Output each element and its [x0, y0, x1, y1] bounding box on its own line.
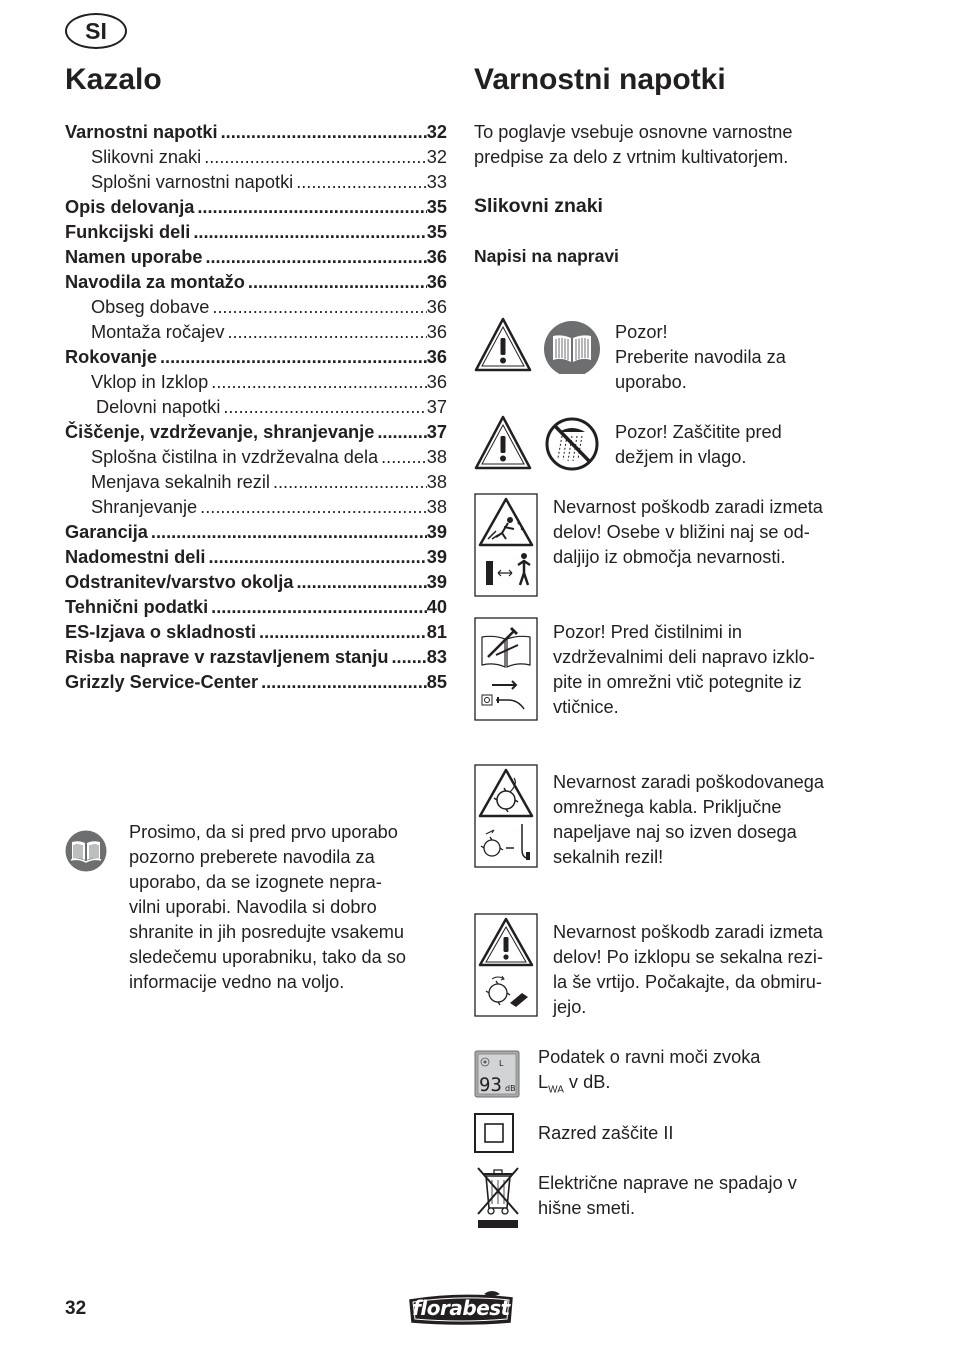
- toc-leader-dots: [258, 670, 427, 695]
- symbol-text-line: Pozor! Pred čistilnimi in: [553, 622, 743, 642]
- table-of-contents: [65, 120, 447, 695]
- toc-entry-title: Obseg dobave: [91, 297, 210, 317]
- toc-entry-title: Odstranitev/varstvo okolja: [65, 572, 294, 592]
- toc-entry-title: Navodila za montažo: [65, 272, 245, 292]
- toc-entry-title: Nadomestni deli: [65, 547, 206, 567]
- symbol-text-6: [553, 920, 823, 1020]
- note-line: sledečemu uporabniku, tako da so: [129, 947, 407, 967]
- symbol-text-line: dežjem in vlago.: [615, 447, 747, 467]
- sound-level-value: 93: [479, 1074, 502, 1096]
- toc-leader-dots: [208, 370, 426, 395]
- toc-entry-page: 36: [426, 297, 447, 317]
- symbol-text-line: napeljave naj so izven dosega: [553, 822, 797, 842]
- intro-line: To poglavje vsebuje osnovne varnostne: [474, 122, 793, 142]
- toc-entry: [65, 645, 447, 670]
- symbol-text-5: [553, 770, 824, 870]
- note-line: shranite in jih posredujte vsakemu: [129, 922, 404, 942]
- symbol-text-line: Nevarnost zaradi poškodovanega: [553, 772, 824, 792]
- toc-entry-title: Rokovanje: [65, 347, 157, 367]
- toc-entry-title: Varnostni napotki: [65, 122, 218, 142]
- maintenance-unplug-icon: [474, 617, 538, 721]
- toc-entry: [65, 470, 447, 495]
- warning-read-manual-icon: [474, 316, 604, 374]
- protection-class-text: Razred zaščite II: [538, 1123, 674, 1143]
- toc-leader-dots: [190, 220, 426, 245]
- symbol-text-line: Nevarnost poškodb zaradi izmeta: [553, 922, 823, 942]
- toc-entry: [65, 570, 447, 595]
- weee-text-line: Električne naprave ne spadajo v: [538, 1173, 797, 1193]
- cable-blade-danger-icon: [474, 764, 538, 868]
- lwa-unit-text: v dB.: [563, 1072, 611, 1092]
- toc-entry-page: 36: [426, 347, 447, 367]
- toc-entry-title: Delovni napotki: [96, 397, 221, 417]
- toc-entry: [65, 620, 447, 645]
- symbol-text-line: Nevarnost poškodb zaradi izmeta: [553, 497, 823, 517]
- toc-leader-dots: [293, 570, 426, 595]
- symbol-text-line: vzdrževalnimi deli napravo izklo-: [553, 647, 815, 667]
- toc-entry-page: 39: [426, 547, 447, 567]
- read-manual-icon: [65, 830, 107, 872]
- instructions-note: [129, 820, 459, 995]
- toc-entry-page: 37: [426, 397, 447, 417]
- lwa-symbol: L: [538, 1072, 549, 1092]
- sound-lwa-line: [538, 1070, 760, 1103]
- toc-entry-page: 83: [426, 647, 447, 667]
- toc-entry-page: 36: [426, 272, 447, 292]
- toc-entry: [65, 595, 447, 620]
- toc-entry: [65, 545, 447, 570]
- language-code: SI: [85, 17, 107, 44]
- symbol-text-line: pite in omrežni vtič potegnite iz: [553, 672, 802, 692]
- toc-leader-dots: [378, 445, 427, 470]
- toc-entry-title: Funkcijski deli: [65, 222, 191, 242]
- toc-leader-dots: [388, 645, 426, 670]
- symbol-text-line: sekalnih rezil!: [553, 847, 664, 867]
- symbol-text-line: Pozor!: [615, 322, 668, 342]
- toc-entry-title: Shranjevanje: [91, 497, 198, 517]
- toc-entry-title: Slikovni znaki: [91, 147, 202, 167]
- protection-class-2-icon: [474, 1113, 514, 1153]
- toc-leader-dots: [208, 595, 427, 620]
- toc-entry: [65, 270, 447, 295]
- toc-entry-page: 39: [426, 522, 447, 542]
- language-badge: [65, 13, 127, 49]
- toc-entry-page: 33: [426, 172, 447, 192]
- toc-leader-dots: [270, 470, 427, 495]
- toc-leader-dots: [202, 245, 426, 270]
- toc-leader-dots: [197, 495, 427, 520]
- toc-leader-dots: [218, 120, 427, 145]
- toc-entry-title: Montaža ročajev: [91, 322, 225, 342]
- toc-entry: [65, 420, 447, 445]
- symbol-text-line: Pozor! Zaščitite pred: [615, 422, 782, 442]
- toc-entry-page: 35: [426, 222, 447, 242]
- toc-leader-dots: [157, 345, 427, 370]
- toc-leader-dots: [194, 195, 426, 220]
- toc-entry-page: 32: [426, 122, 447, 142]
- toc-leader-dots: [205, 545, 426, 570]
- thrown-objects-distance-icon: [474, 493, 538, 597]
- note-line: vilni uporabi. Navodila si dobro: [129, 897, 377, 917]
- subsubsection-title: Napisi na napravi: [474, 246, 619, 266]
- toc-entry-title: Namen uporabe: [65, 247, 203, 267]
- toc-entry: [65, 170, 447, 195]
- toc-entry-page: 32: [426, 147, 447, 167]
- toc-entry-title: Grizzly Service-Center: [65, 672, 259, 692]
- symbol-text-line: la še vrtijo. Počakajte, da obmiru-: [553, 972, 822, 992]
- toc-entry: [65, 495, 447, 520]
- symbol-text-4: [553, 620, 815, 720]
- toc-entry: [65, 520, 447, 545]
- toc-leader-dots: [224, 320, 426, 345]
- symbol-text-line: Preberite navodila za: [615, 347, 786, 367]
- toc-entry-title: Splošni varnostni napotki: [91, 172, 294, 192]
- toc-leader-dots: [245, 270, 427, 295]
- rotating-blades-icon: [474, 913, 538, 1017]
- toc-leader-dots: [374, 420, 426, 445]
- toc-entry-page: 35: [426, 197, 447, 217]
- toc-entry: [65, 445, 447, 470]
- toc-entry: [65, 345, 447, 370]
- weee-text: [538, 1171, 797, 1221]
- section-intro: [474, 120, 914, 170]
- toc-entry-page: 36: [426, 372, 447, 392]
- toc-leader-dots: [148, 520, 427, 545]
- weee-bin-icon: [474, 1164, 522, 1230]
- page-number: 32: [65, 1298, 87, 1319]
- toc-entry-page: 40: [426, 597, 447, 617]
- symbol-text-2: [615, 420, 782, 470]
- symbol-text-1: [615, 320, 786, 395]
- toc-entry-page: 38: [426, 447, 447, 467]
- weee-text-line: hišne smeti.: [538, 1198, 636, 1218]
- toc-leader-dots: [201, 145, 427, 170]
- logo-text: florabest: [412, 1296, 510, 1320]
- toc-entry-page: 85: [426, 672, 447, 692]
- toc-leader-dots: [209, 295, 426, 320]
- note-line: Prosimo, da si pred prvo uporabo: [129, 822, 398, 842]
- note-line: pozorno preberete navodila za: [129, 847, 375, 867]
- symbol-text-line: delov! Osebe v bližini naj se od-: [553, 522, 810, 542]
- toc-entry-page: 37: [426, 422, 447, 442]
- toc-entry: [65, 670, 447, 695]
- sound-power-icon: [474, 1050, 520, 1098]
- toc-entry-page: 39: [426, 572, 447, 592]
- toc-entry: [65, 195, 447, 220]
- toc-entry: [65, 395, 447, 420]
- toc-entry-title: Opis delovanja: [65, 197, 195, 217]
- symbol-text-line: daljijo iz območja nevarnosti.: [553, 547, 786, 567]
- toc-title: Kazalo: [65, 63, 162, 96]
- intro-line: predpise za delo z vrtnim kultivatorjem.: [474, 147, 789, 167]
- warning-no-rain-icon: [474, 414, 604, 472]
- subsection-title: Slikovni znaki: [474, 195, 603, 217]
- symbol-text-line: delov! Po izklopu se sekalna rezi-: [553, 947, 823, 967]
- toc-entry-page: 81: [426, 622, 447, 642]
- symbol-text-3: [553, 495, 823, 570]
- note-line: informacije vedno na voljo.: [129, 972, 345, 992]
- toc-entry: [65, 145, 447, 170]
- toc-leader-dots: [293, 170, 427, 195]
- toc-entry-page: 36: [426, 247, 447, 267]
- toc-entry-page: 36: [426, 322, 447, 342]
- toc-entry: [65, 370, 447, 395]
- toc-entry: [65, 120, 447, 145]
- toc-entry-title: Garancija: [65, 522, 148, 542]
- symbol-text-line: vtičnice.: [553, 697, 619, 717]
- symbol-text-line: uporabo.: [615, 372, 687, 392]
- toc-entry-title: Splošna čistilna in vzdrževalna dela: [91, 447, 379, 467]
- toc-entry-title: Čiščenje, vzdrževanje, shranjevanje: [65, 422, 375, 442]
- toc-entry: [65, 245, 447, 270]
- toc-entry-page: 38: [426, 472, 447, 492]
- lwa-subscript: WA: [548, 1084, 564, 1096]
- sound-text-line: Podatek o ravni moči zvoka: [538, 1047, 761, 1067]
- toc-entry-page: 38: [426, 497, 447, 517]
- sound-lwa-label: L: [499, 1059, 504, 1068]
- symbol-text-line: omrežnega kabla. Priključne: [553, 797, 782, 817]
- florabest-logo: [406, 1290, 516, 1326]
- toc-entry: [65, 320, 447, 345]
- sound-text: [538, 1045, 760, 1103]
- toc-leader-dots: [220, 395, 426, 420]
- note-line: uporabo, da se izognete nepra-: [129, 872, 382, 892]
- toc-entry-title: Tehnični podatki: [65, 597, 209, 617]
- toc-entry-title: Risba naprave v razstavljenem stanju: [65, 647, 389, 667]
- toc-entry-title: ES-Izjava o skladnosti: [65, 622, 257, 642]
- toc-leader-dots: [256, 620, 427, 645]
- section-title: Varnostni napotki: [474, 63, 726, 96]
- sound-level-unit: dB: [505, 1084, 516, 1093]
- toc-entry: [65, 295, 447, 320]
- toc-entry-title: Vklop in Izklop: [91, 372, 209, 392]
- toc-entry-title: Menjava sekalnih rezil: [91, 472, 270, 492]
- symbol-text-line: jejo.: [553, 997, 587, 1017]
- toc-entry: [65, 220, 447, 245]
